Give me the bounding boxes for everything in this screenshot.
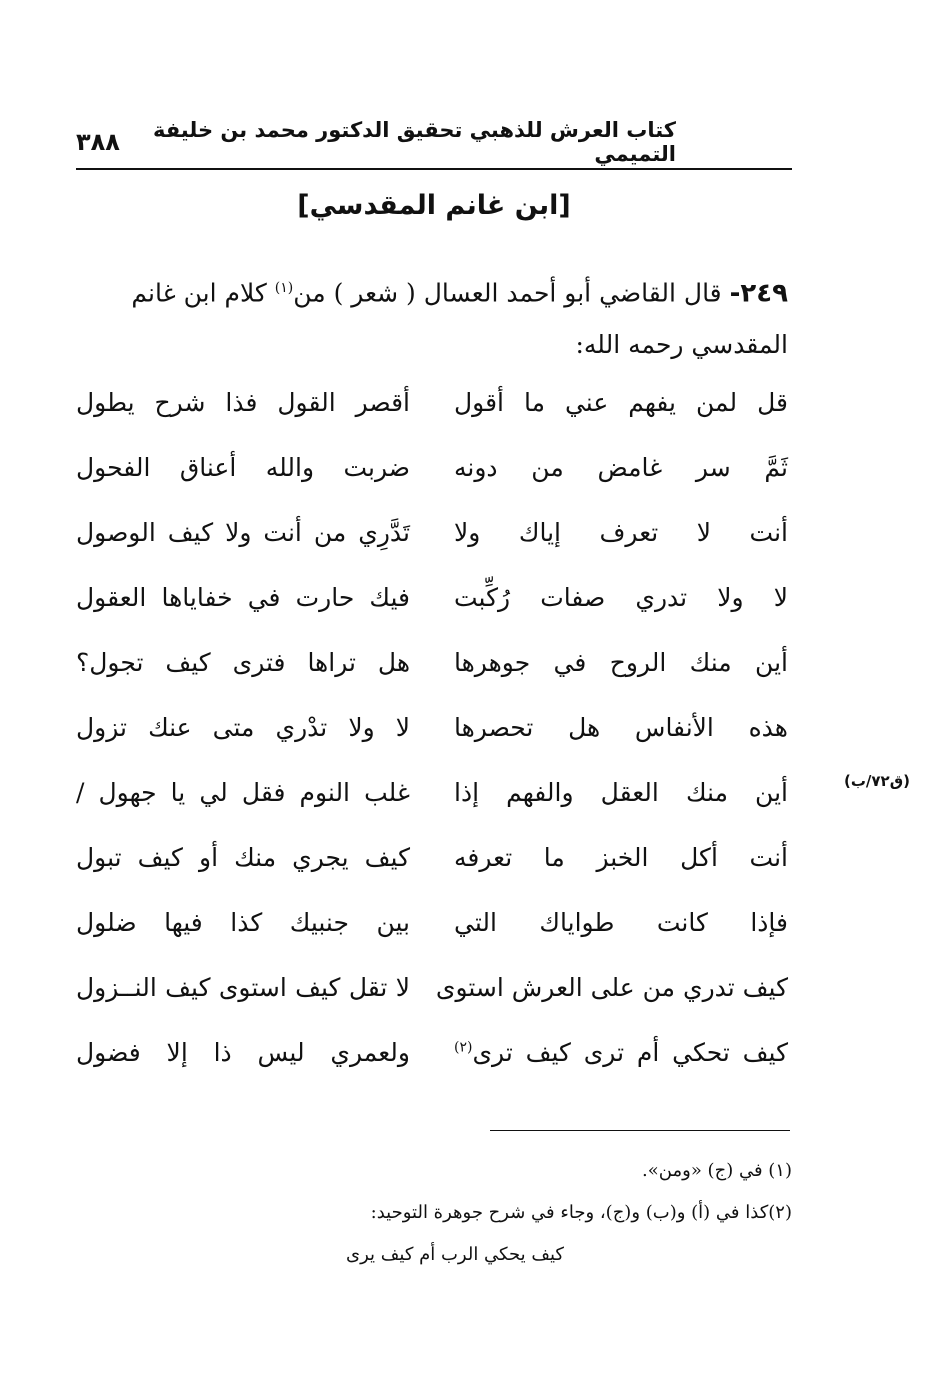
verse-second-hemistich: هل تراها فترى كيف تجول؟ bbox=[76, 648, 410, 677]
poem-verse bbox=[76, 760, 788, 825]
verse-first-hemistich: أين منك الروح في جوهرها bbox=[454, 648, 788, 677]
footnote-marker-2: (٢) bbox=[454, 1039, 473, 1056]
footnote-1: (١) في (ج) «ومن». bbox=[642, 1160, 792, 1181]
manuscript-folio-note: (ق٧٢/ب) bbox=[843, 772, 910, 790]
header-rule bbox=[76, 168, 792, 170]
book-title: كتاب العرش للذهبي تحقيق الدكتور محمد بن خليفة التميمي bbox=[152, 118, 676, 166]
verse-second-hemistich: ولعمري ليس ذا إلا فضول bbox=[76, 1038, 410, 1067]
verse-second-hemistich: تَدَّرِي من أنت ولا كيف الوصول bbox=[76, 518, 410, 547]
verse-first-hemistich: أنت أكل الخبز ما تعرفه bbox=[454, 843, 788, 872]
verse-second-hemistich: غلب النوم فقل لي يا جهول / bbox=[76, 778, 410, 807]
verse-first-hemistich-text: كيف تحكي أم ترى كيف ترى bbox=[472, 1038, 788, 1067]
poem bbox=[76, 370, 788, 1085]
section-heading: [ابن غانم المقدسي] bbox=[297, 190, 571, 221]
verse-second-hemistich: ضربت والله أعناق الفحول bbox=[76, 453, 410, 482]
verse-first-hemistich: فإذا كانت طواياك التي bbox=[454, 908, 788, 937]
poem-verse bbox=[76, 370, 788, 435]
page-number: ٣٨٨ bbox=[76, 128, 120, 156]
footnotes bbox=[200, 1150, 792, 1276]
verse-first-hemistich-with-note bbox=[454, 1038, 788, 1067]
poem-verse bbox=[76, 630, 788, 695]
verse-second-hemistich: بين جنبيك كذا فيها ضلول bbox=[76, 908, 410, 937]
verse-second-hemistich: فيك حارت في خفاياها العقول bbox=[76, 583, 410, 612]
verse-second-hemistich: لا ولا تدْري متى عنك تزول bbox=[76, 713, 410, 742]
verse-first-hemistich: أين منك العقل والفهم إذا bbox=[454, 778, 788, 807]
verse-first-hemistich: لا ولا تدري صفات رُكِّبت bbox=[454, 583, 788, 612]
footnote-marker-1: (١) bbox=[274, 280, 294, 296]
poem-verse bbox=[76, 890, 788, 955]
verse-second-hemistich: أقصر القول فذا شرح يطول bbox=[76, 388, 410, 417]
intro-text-before-note: قال القاضي أبو أحمد العسال ( شعر ) من bbox=[293, 278, 722, 308]
verse-first-hemistich: ثَمَّ سر غامض من دونه bbox=[454, 453, 788, 482]
footnote-2: (٢)كذا في (أ) و(ب) و(ج)، وجاء في شرح جوهرة التوحيد: bbox=[370, 1202, 792, 1223]
verse-first-hemistich: كيف تدري من على العرش استوى bbox=[435, 973, 788, 1002]
poem-verse bbox=[76, 695, 788, 760]
poem-verse bbox=[76, 1020, 788, 1085]
intro-text-after-note: كلام ابن غانم المقدسي رحمه الله: bbox=[131, 278, 788, 360]
poem-verse bbox=[76, 500, 788, 565]
poem-verse bbox=[76, 435, 788, 500]
verse-first-hemistich: قل لمن يفهم عني ما أقول bbox=[454, 388, 788, 417]
verse-first-hemistich: هذه الأنفاس هل تحصرها bbox=[454, 713, 788, 742]
poem-verse bbox=[76, 825, 788, 890]
poem-verse bbox=[76, 565, 788, 630]
intro-paragraph bbox=[76, 262, 788, 371]
verse-second-hemistich: كيف يجري منك أو كيف تبول bbox=[76, 843, 410, 872]
verse-first-hemistich: أنت لا تعرف إياك ولا bbox=[454, 518, 788, 547]
running-header bbox=[76, 118, 676, 166]
verse-second-hemistich: لا تقل كيف استوى كيف النــزول bbox=[76, 973, 410, 1002]
footnote-rule bbox=[490, 1130, 790, 1131]
footnote-2-verse: كيف يحكي الرب أم كيف يرى bbox=[346, 1244, 564, 1265]
poem-verse bbox=[76, 955, 788, 1020]
entry-number: ٢٤٩- bbox=[729, 278, 788, 309]
